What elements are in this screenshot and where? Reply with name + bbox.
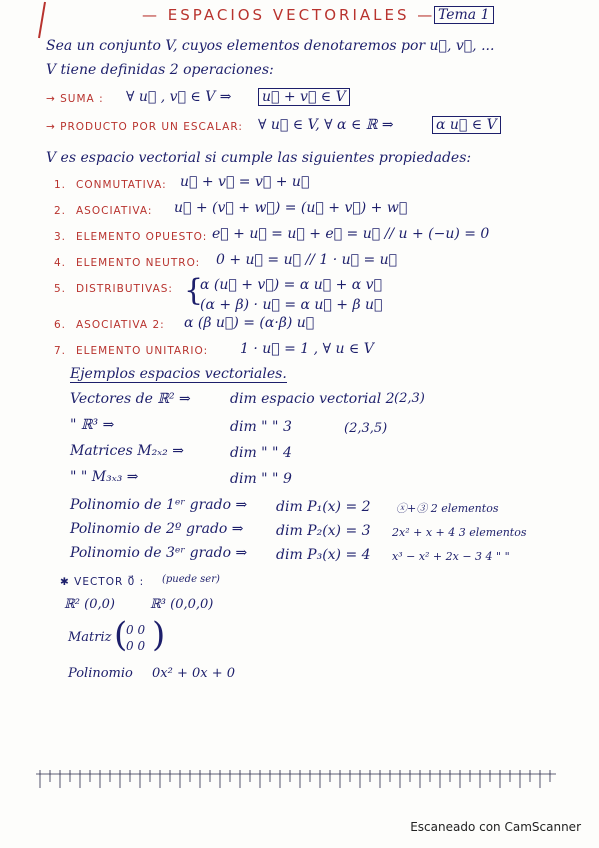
zero-vector-r2: ℝ² (0,0): [64, 597, 115, 612]
matrix-right-paren: ): [152, 615, 166, 655]
property-3-name: ELEMENTO OPUESTO:: [76, 231, 208, 243]
example-row-1-dimension: dim espacio vectorial 2: [230, 391, 395, 407]
properties-intro: V es espacio vectorial si cumple las siguientes propiedades:: [46, 150, 472, 166]
property-3-number: 3.: [54, 231, 67, 243]
property-6-number: 6.: [54, 319, 67, 331]
example-row-4-subject: " " M₃ₓ₃ ⇒: [70, 469, 139, 485]
property-5-name: DISTRIBUTIVAS:: [76, 283, 173, 295]
camscanner-watermark: Escaneado con CamScanner: [410, 820, 581, 834]
zero-polynomial-expression: 0x² + 0x + 0: [152, 666, 236, 681]
property-2-number: 2.: [54, 205, 67, 217]
property-4-name: ELEMENTO NEUTRO:: [76, 257, 201, 269]
example-row-3-subject: Matrices M₂ₓ₂ ⇒: [70, 443, 184, 459]
example-row-7-subject: Polinomio de 3ᵉʳ grado ⇒: [70, 545, 248, 561]
tema-label: Tema 1: [434, 6, 494, 24]
property-5-expression-1: α (u⃗ + v⃗) = α u⃗ + α v⃗: [200, 277, 382, 293]
producto-label: → PRODUCTO POR UN ESCALAR:: [46, 121, 243, 133]
property-5-number: 5.: [54, 283, 67, 295]
property-6-name: ASOCIATIVA 2:: [76, 319, 165, 331]
producto-result: α u⃗ ∈ V: [432, 116, 501, 134]
example-row-2-subject: " ℝ³ ⇒: [70, 417, 115, 433]
suma-label: → SUMA :: [46, 93, 104, 105]
example-row-7-dimension: dim P₃(x) = 4: [276, 547, 371, 563]
suma-expression: ∀ u⃗ , v⃗ ∈ V ⇒: [126, 89, 232, 105]
example-row-2-sample: (2,3,5): [344, 421, 388, 436]
property-1-name: CONMUTATIVA:: [76, 179, 167, 191]
property-1-number: 1.: [54, 179, 67, 191]
zero-vector-note: (puede ser): [162, 574, 220, 585]
example-row-7-sample: x³ − x² + 2x − 3 4 " ": [392, 550, 510, 563]
example-row-5-dimension: dim P₁(x) = 2: [276, 499, 371, 515]
example-row-1-sample: (2,3): [394, 391, 425, 406]
suma-result: u⃗ + v⃗ ∈ V: [258, 88, 350, 106]
example-row-2-dimension: dim " " 3: [230, 419, 292, 435]
zero-vector-r3: ℝ³ (0,0,0): [150, 597, 214, 612]
intro-line-2: V tiene definidas 2 operaciones:: [46, 62, 274, 78]
intro-line-1: Sea un conjunto V, cuyos elementos denotaremos por u⃗, v⃗, ...: [46, 38, 495, 54]
property-6-expression: α (β u⃗) = (α·β) u⃗: [184, 315, 315, 331]
example-row-6-sample: 2x² + x + 4 3 elementos: [392, 526, 527, 539]
example-row-3-dimension: dim " " 4: [230, 445, 292, 461]
property-4-number: 4.: [54, 257, 67, 269]
property-5-expression-2: (α + β) · u⃗ = α u⃗ + β u⃗: [200, 297, 383, 313]
page-title: — ESPACIOS VECTORIALES —: [142, 6, 436, 24]
margin-stroke: [38, 0, 46, 40]
zero-vector-heading: ✱ VECTOR 0⃗ :: [60, 576, 145, 588]
example-row-5-sample: ⓧ+③ 2 elementos: [396, 502, 499, 515]
example-row-6-subject: Polinomio de 2º grado ⇒: [70, 521, 244, 537]
ruler-strip: [36, 766, 556, 796]
zero-matrix-row-1: 0 0: [126, 623, 146, 637]
zero-matrix-label: Matriz: [68, 630, 112, 645]
zero-polynomial-label: Polinomio: [68, 666, 133, 681]
property-7-expression: 1 · u⃗ = 1 , ∀ u ∈ V: [240, 341, 374, 357]
property-2-name: ASOCIATIVA:: [76, 205, 153, 217]
example-row-4-dimension: dim " " 9: [230, 471, 292, 487]
property-1-expression: u⃗ + v⃗ = v⃗ + u⃗: [180, 174, 310, 190]
left-brace: {: [184, 273, 204, 308]
property-3-expression: e⃗ + u⃗ = u⃗ + e⃗ = u⃗ // u + (−u) = 0: [212, 226, 490, 242]
zero-matrix-row-2: 0 0: [126, 639, 146, 653]
property-7-number: 7.: [54, 345, 67, 357]
property-2-expression: u⃗ + (v⃗ + w⃗) = (u⃗ + v⃗) + w⃗: [174, 200, 408, 216]
example-row-1-subject: Vectores de ℝ² ⇒: [70, 391, 191, 407]
example-row-5-subject: Polinomio de 1ᵉʳ grado ⇒: [70, 497, 248, 513]
examples-heading: Ejemplos espacios vectoriales.: [70, 366, 287, 382]
property-4-expression: 0 + u⃗ = u⃗ // 1 · u⃗ = u⃗: [216, 252, 398, 268]
property-7-name: ELEMENTO UNITARIO:: [76, 345, 209, 357]
example-row-6-dimension: dim P₂(x) = 3: [276, 523, 371, 539]
producto-expression: ∀ u⃗ ∈ V, ∀ α ∈ ℝ ⇒: [258, 117, 394, 133]
matrix-left-paren: (: [114, 615, 128, 655]
